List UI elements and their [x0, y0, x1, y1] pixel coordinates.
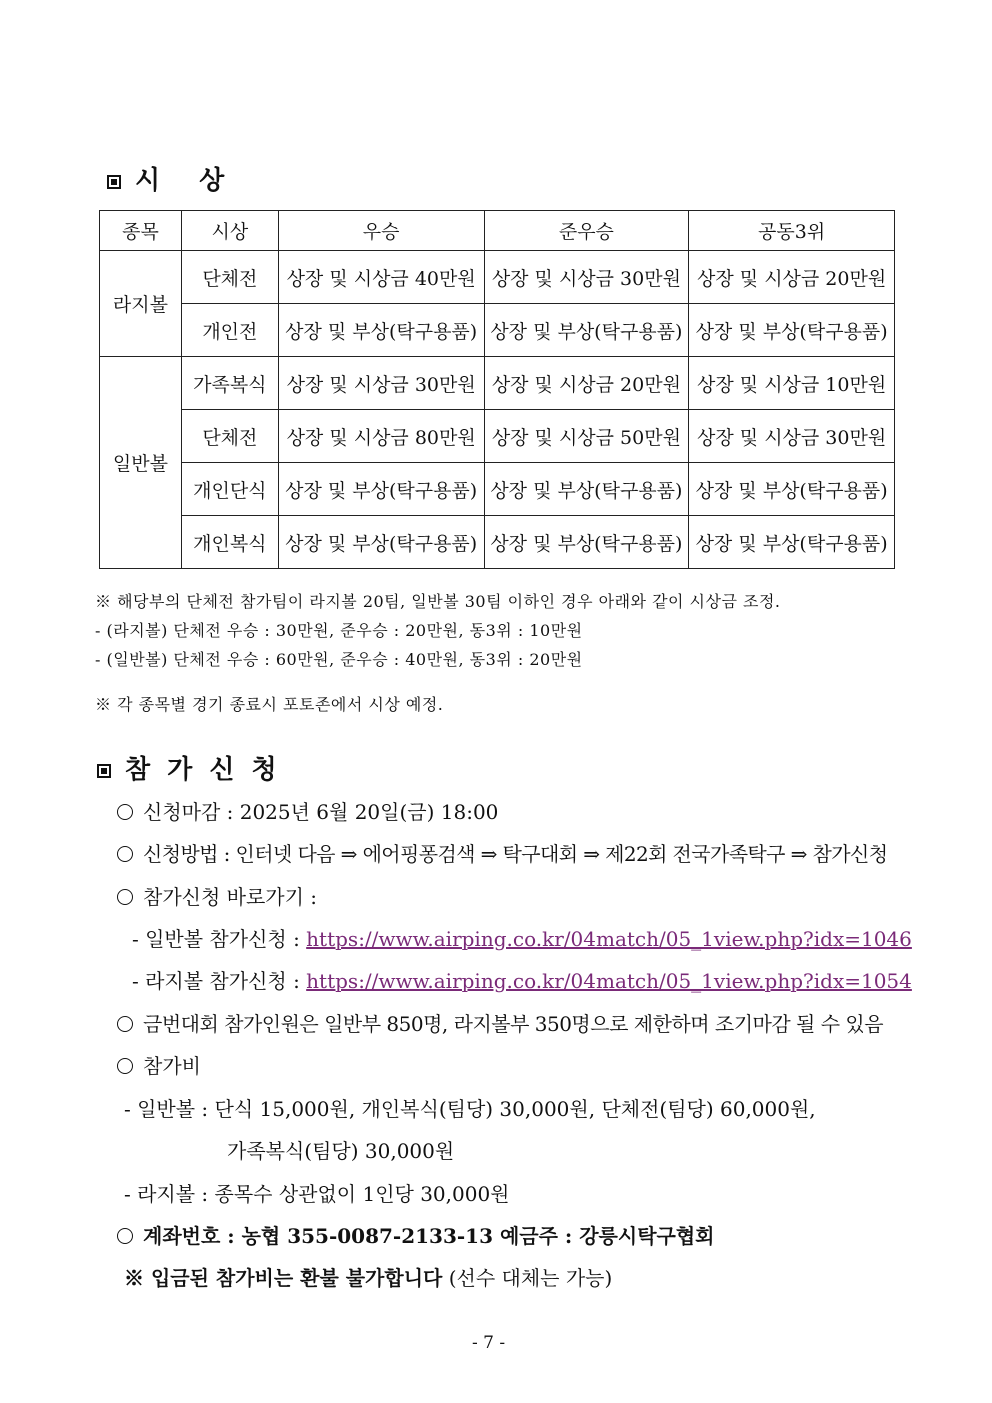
second-cell: 상장 및 시상금 50만원: [484, 410, 689, 463]
event-cell: 개인단식: [181, 463, 278, 516]
shortcut-line: [117, 881, 317, 910]
general-signup-line: [132, 923, 912, 952]
circle-bullet-icon: [117, 1016, 133, 1032]
table-row: [100, 251, 895, 304]
limit-line: [117, 1008, 883, 1037]
event-cell: 가족복식: [181, 357, 278, 410]
large-signup-line: [132, 965, 912, 994]
awards-table: [99, 210, 895, 569]
second-cell: 상장 및 부상(탁구용품): [484, 463, 689, 516]
first-cell: 상장 및 시상금 40만원: [278, 251, 484, 304]
circle-bullet-icon: [117, 889, 133, 905]
header-first: 우승: [278, 211, 484, 251]
fee-large-text: - 라지볼 : 종목수 상관없이 1인당 30,000원: [124, 1182, 510, 1206]
first-cell: 상장 및 부상(탁구용품): [278, 463, 484, 516]
first-cell: 상장 및 부상(탁구용품): [278, 516, 484, 569]
circle-bullet-icon: [117, 804, 133, 820]
large-signup-link[interactable]: https://www.airping.co.kr/04match/05_1view.php?idx=1054: [306, 969, 912, 993]
shortcut-text: 참가신청 바로가기 :: [143, 885, 318, 909]
table-row: [100, 516, 895, 569]
header-event: 시상: [181, 211, 278, 251]
registration-section-title: [97, 749, 281, 786]
awards-title-text: 시 상: [135, 166, 225, 196]
refund-bold-text: ※ 입금된 참가비는 환불 불가합니다: [124, 1266, 443, 1290]
table-row: [100, 304, 895, 357]
first-cell: 상장 및 시상금 80만원: [278, 410, 484, 463]
page-number: - 7 -: [472, 1333, 506, 1353]
circle-bullet-icon: [117, 1058, 133, 1074]
method-text: 신청방법 : 인터넷 다음 ⇒ 에어핑퐁검색 ⇒ 탁구대회 ⇒ 제22회 전국가족탁구 ⇒ 참가신청: [143, 842, 888, 866]
general-signup-link[interactable]: https://www.airping.co.kr/04match/05_1view.php?idx=1046: [306, 927, 912, 951]
fee-title-line: [117, 1050, 201, 1079]
table-row: [100, 357, 895, 410]
refund-rest-text: (선수 대체는 가능): [442, 1266, 613, 1290]
event-cell: 단체전: [181, 410, 278, 463]
third-cell: 상장 및 부상(탁구용품): [689, 463, 895, 516]
fee-general-text-2: 가족복식(팀당) 30,000원: [227, 1139, 455, 1163]
account-text: 계좌번호 : 농협 355-0087-2133-13 예금주 : 강릉시탁구협회: [143, 1224, 715, 1248]
third-cell: 상장 및 시상금 30만원: [689, 410, 895, 463]
circle-bullet-icon: [117, 846, 133, 862]
table-row: [100, 463, 895, 516]
category-cell: 일반볼: [100, 357, 182, 569]
event-cell: 개인전: [181, 304, 278, 357]
first-cell: 상장 및 부상(탁구용품): [278, 304, 484, 357]
first-cell: 상장 및 시상금 30만원: [278, 357, 484, 410]
adjustment-note-general: - (일반볼) 단체전 우승 : 60만원, 준우승 : 40만원, 동3위 : 20만원: [95, 650, 583, 669]
second-cell: 상장 및 부상(탁구용품): [484, 516, 689, 569]
method-line: [117, 838, 887, 867]
category-cell: 라지볼: [100, 251, 182, 357]
square-bullet-icon: [97, 764, 111, 778]
table-header-row: [100, 211, 895, 251]
header-second: 준우승: [484, 211, 689, 251]
table-row: [100, 410, 895, 463]
header-category: 종목: [100, 211, 182, 251]
account-line: [117, 1220, 714, 1249]
circle-bullet-icon: [117, 1228, 133, 1244]
refund-line: [124, 1262, 612, 1291]
photozone-note: ※ 각 종목별 경기 종료시 포토존에서 시상 예정.: [95, 695, 444, 714]
second-cell: 상장 및 부상(탁구용품): [484, 304, 689, 357]
third-cell: 상장 및 부상(탁구용품): [689, 516, 895, 569]
third-cell: 상장 및 시상금 10만원: [689, 357, 895, 410]
third-cell: 상장 및 시상금 20만원: [689, 251, 895, 304]
deadline-line: [117, 796, 498, 825]
fee-title-text: 참가비: [143, 1054, 201, 1078]
limit-text: 금번대회 참가인원은 일반부 850명, 라지볼부 350명으로 제한하며 조기마감 될 수 있음: [143, 1012, 884, 1036]
adjustment-note-large: - (라지볼) 단체전 우승 : 30만원, 준우승 : 20만원, 동3위 : 10만원: [95, 621, 583, 640]
third-cell: 상장 및 부상(탁구용품): [689, 304, 895, 357]
event-cell: 개인복식: [181, 516, 278, 569]
square-bullet-icon: [107, 175, 121, 189]
fee-general-text: - 일반볼 : 단식 15,000원, 개인복식(팀당) 30,000원, 단체전(팀당) 60,000원,: [124, 1097, 816, 1121]
event-cell: 단체전: [181, 251, 278, 304]
header-third: 공동3위: [689, 211, 895, 251]
second-cell: 상장 및 시상금 30만원: [484, 251, 689, 304]
registration-title-text: 참 가 신 청: [125, 755, 281, 785]
second-cell: 상장 및 시상금 20만원: [484, 357, 689, 410]
large-signup-label: - 라지볼 참가신청 :: [132, 969, 307, 993]
awards-section-title: [107, 160, 224, 197]
general-signup-label: - 일반볼 참가신청 :: [132, 927, 307, 951]
adjustment-note: ※ 해당부의 단체전 참가팀이 라지볼 20팀, 일반볼 30팀 이하인 경우 아래와 같이 시상금 조정.: [95, 592, 781, 611]
deadline-text: 신청마감 : 2025년 6월 20일(금) 18:00: [143, 800, 499, 824]
